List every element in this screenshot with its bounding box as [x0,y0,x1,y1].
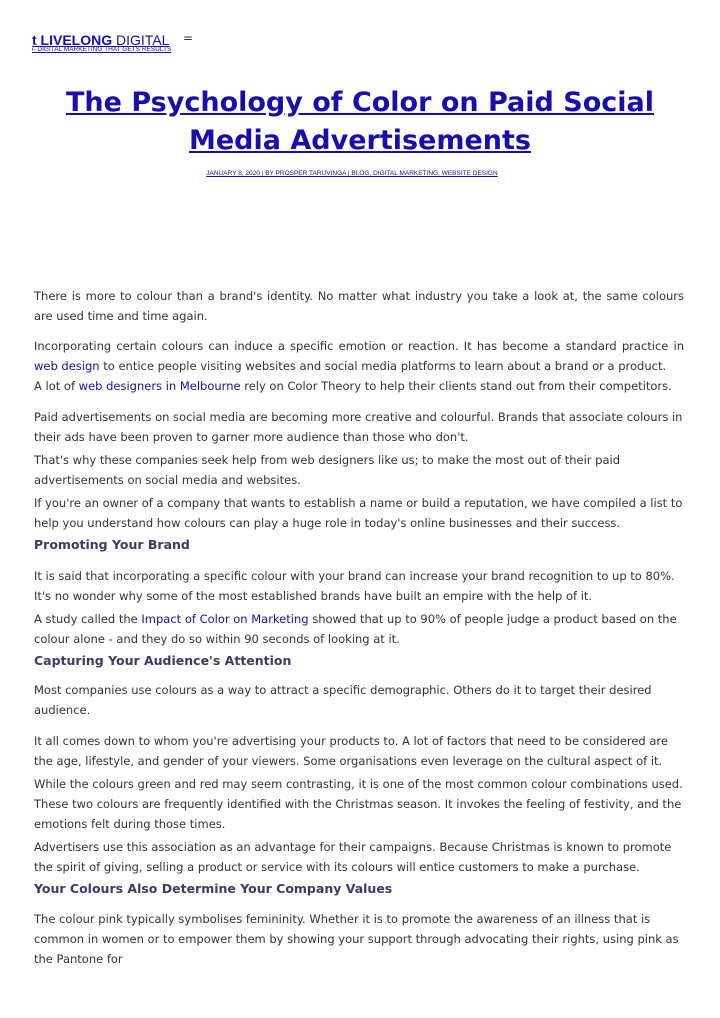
paragraph-text: showed that up to 90% of people judge a product based on the colour alone - and they do so within 90 seconds of looking at it. [34,612,677,646]
paragraph-text: A lot of [34,379,76,393]
web-design-link[interactable]: web design [34,359,100,373]
paragraph: There is more to colour than a brand's identity. No matter what industry you take a look at, the same colours are used time and time again. [34,289,684,323]
paragraph: Advertisers use this association as an advantage for their campaigns. Because Christmas is known to promote the spirit of giving, selling a product or service with its colours will entice customers to make a purchase. [34,840,672,874]
paragraph-text: A study called the [34,612,138,626]
brand-rest: DIGITAL [112,32,170,48]
paragraph: Paid advertisements on social media are becoming more creative and colourful. Brands that associate colours in their ads have been proven to garner more audience than those who don't. [34,410,683,444]
paragraph: While the colours green and red may seem contrasting, it is one of the most common colour combinations used. These two colours are frequently identified with the Christmas season. It invokes the feeling of festivity, and the emotions felt during those times. [34,777,683,831]
brand-bold: t LIVELONG [32,32,113,48]
paragraph-text: rely on Color Theory to help their clients stand out from their competitors. [240,379,672,393]
paragraph [34,609,684,649]
article-meta [0,170,704,177]
section-heading: Your Colours Also Determine Your Company Values [34,881,393,896]
paragraph-text: Incorporating certain colours can induce a specific emotion or reaction. It has become a standard practice in [34,339,684,353]
article-meta-link[interactable]: JANUARY 8, 2020 | BY PROSPER TARUVINGA | BLOG, DIGITAL MARKETING, WEBSITE DESIGN [206,170,498,177]
paragraph: It all comes down to whom you're advertising your products to. A lot of factors that need to be considered are the age, lifestyle, and gender of your viewers. Some organisations even leverage on the cultural aspect of it. [34,734,668,768]
paragraph [34,376,684,396]
article-body [34,286,684,969]
site-tagline-link[interactable]: i- DIGITAL MARKETING THAT GETS RESULTS [32,46,172,53]
article-title[interactable]: The Psychology of Color on Paid Social Media Advertisements [66,87,654,156]
web-designers-melbourne-link[interactable]: web designers in Melbourne [75,379,241,393]
paragraph: That's why these companies seek help from web designers like us; to make the most out of their paid advertisements on social media and websites. [34,453,621,487]
impact-of-color-link[interactable]: Impact of Color on Marketing [137,612,309,626]
section-heading: Promoting Your Brand [34,537,190,552]
paragraph: It is said that incorporating a specific colour with your brand can increase your brand recognition to up to 80%. It's no wonder why some of the most established brands have built an empire with the help of it. [34,569,675,603]
paragraph-text: to entice people visiting websites and social media platforms to learn about a brand or a product. [99,359,667,373]
menu-icon[interactable]: = [183,31,194,45]
paragraph: Most companies use colours as a way to attract a specific demographic. Others do it to target their desired audience. [34,683,652,717]
paragraph [34,336,684,376]
paragraph: If you're an owner of a company that wants to establish a name or build a reputation, we have compiled a list to help you understand how colours can play a huge role in today's online businesses and their success. [34,496,683,530]
section-heading: Capturing Your Audience's Attention [34,653,292,668]
paragraph: The colour pink typically symbolises femininity. Whether it is to promote the awareness of an illness that is common in women or to empower them by showing your support through advocating their rights, using pink as the Pantone for [34,912,679,966]
